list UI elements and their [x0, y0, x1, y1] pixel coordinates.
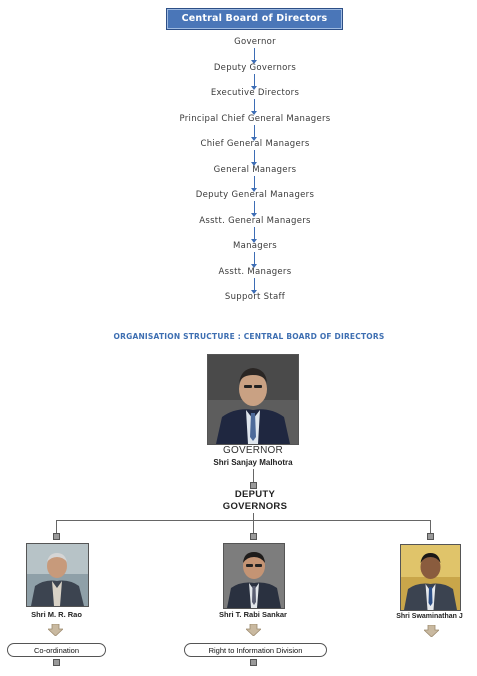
hierarchy-item [0, 114, 477, 140]
connector-node [427, 533, 434, 540]
portrait-image [224, 544, 284, 608]
hierarchy-label: Chief General Managers [200, 139, 310, 149]
hierarchy-label: Executive Directors [210, 88, 300, 98]
hierarchy-item [0, 88, 477, 114]
portrait-image [208, 355, 298, 444]
deputy-name: Shri T. Rabi Sankar [219, 610, 287, 619]
connector-node [250, 659, 257, 666]
portrait-image [401, 545, 460, 610]
arrow-down-icon [254, 278, 255, 291]
hierarchy-label: Asstt. Managers [218, 266, 292, 277]
connector-line [56, 520, 430, 521]
hierarchy-item [0, 267, 477, 293]
hierarchy-label: Managers [232, 241, 278, 251]
arrow-down-icon [254, 176, 255, 189]
connector-line [56, 520, 57, 534]
board-header: Central Board of Directors [166, 8, 343, 30]
connector-node [53, 533, 60, 540]
department-rti-division[interactable]: Right to Information Division [184, 643, 327, 657]
governor-name: Shri Sanjay Malhotra [213, 458, 293, 467]
hierarchy-label: Governor [234, 37, 276, 47]
hierarchy-label: Asstt. General Managers [199, 215, 311, 226]
connector-line [253, 469, 254, 483]
arrow-down-icon [246, 624, 261, 636]
hierarchy-item [0, 165, 477, 191]
hierarchy-item [0, 63, 477, 89]
deputy-photo [400, 544, 461, 611]
deputy-photo [26, 543, 89, 607]
governor-photo [207, 354, 299, 445]
arrow-down-icon [254, 201, 255, 214]
deputy-name: Shri M. R. Rao [31, 610, 82, 619]
hierarchy-item [0, 216, 477, 242]
hierarchy-item [0, 139, 477, 165]
arrow-down-icon [254, 125, 255, 138]
arrow-down-icon [424, 625, 439, 637]
hierarchy-item [0, 241, 477, 267]
connector-node [250, 533, 257, 540]
hierarchy-label: Principal Chief General Managers [179, 113, 331, 124]
arrow-down-icon [254, 48, 255, 61]
deputy-name: Shri Swaminathan J [396, 613, 463, 620]
arrow-down-icon [254, 227, 255, 240]
arrow-down-icon [254, 74, 255, 87]
arrow-down-icon [254, 150, 255, 163]
hierarchy-label: Deputy General Managers [195, 190, 315, 200]
deputy-governors-label: DEPUTY GOVERNORS [222, 489, 288, 512]
hierarchy-item [0, 37, 477, 63]
connector-node [53, 659, 60, 666]
hierarchy-item [0, 190, 477, 216]
hierarchy-label: Support Staff [224, 292, 286, 302]
arrow-down-icon [254, 99, 255, 112]
hierarchy-label: Deputy Governors [213, 62, 297, 73]
connector-node [250, 482, 257, 489]
hierarchy-item [0, 292, 477, 318]
connector-line [253, 520, 254, 534]
arrow-down-icon [48, 624, 63, 636]
portrait-image [27, 544, 88, 606]
hierarchy-label: General Managers [213, 164, 297, 175]
arrow-down-icon [254, 252, 255, 265]
connector-line [430, 520, 431, 534]
org-structure-title: ORGANISATION STRUCTURE : CENTRAL BOARD OF DIRECTORS [113, 332, 385, 341]
department-coordination[interactable]: Co-ordination [7, 643, 106, 657]
hierarchy-list [0, 37, 477, 318]
deputy-photo [223, 543, 285, 609]
governor-role: GOVERNOR [223, 445, 283, 456]
